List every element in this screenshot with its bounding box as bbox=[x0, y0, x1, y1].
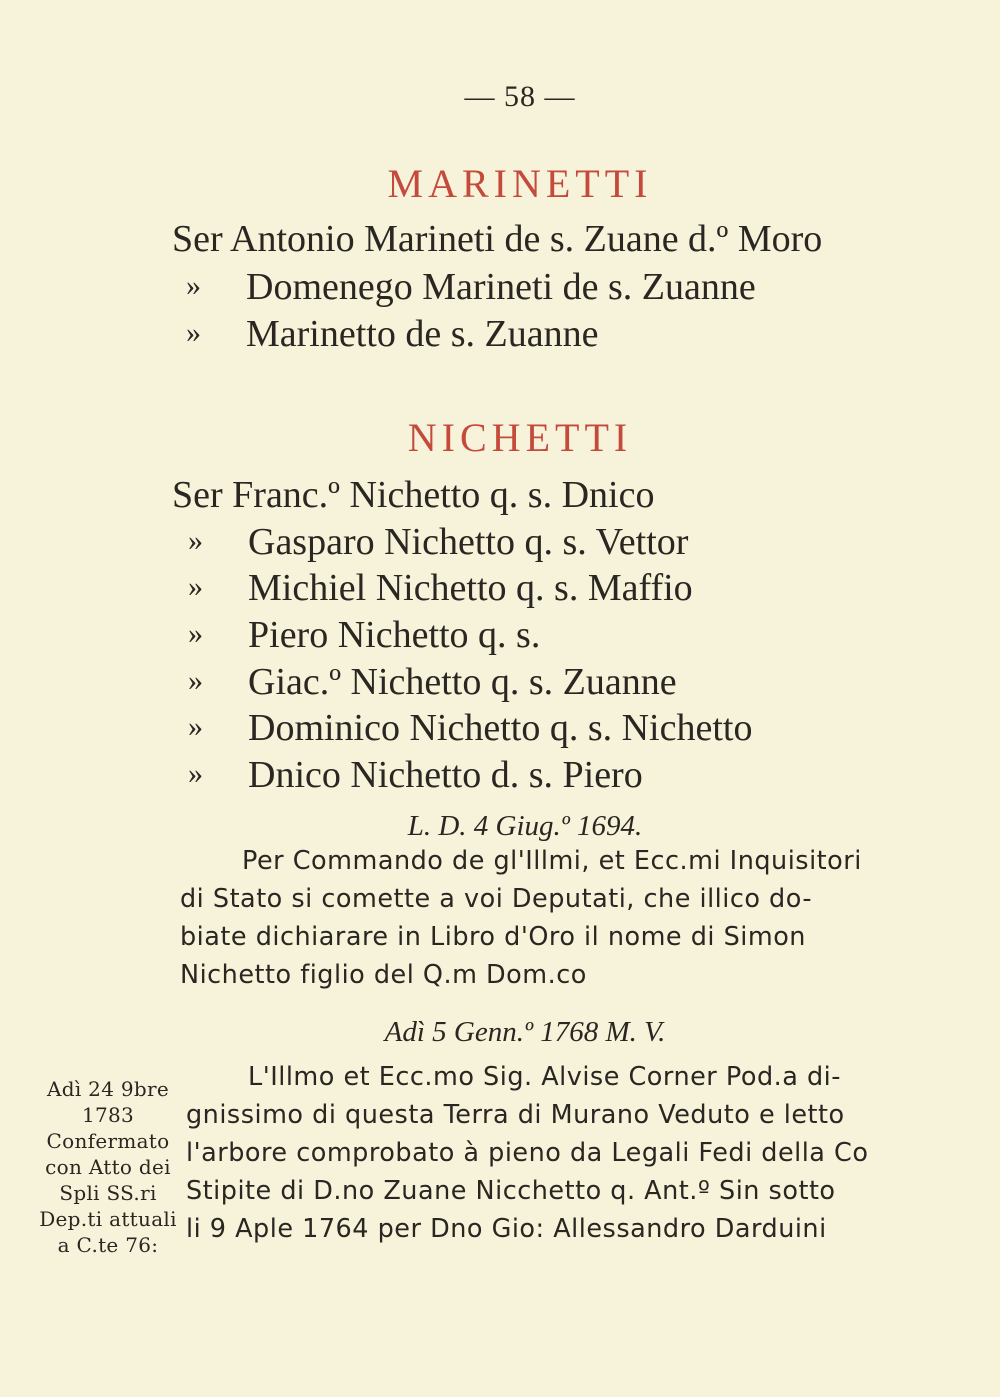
entry-row bbox=[188, 663, 677, 701]
page-number: — 58 — bbox=[464, 80, 576, 113]
entry-text: Domenego Marineti de s. Zuanne bbox=[246, 266, 756, 308]
margin-note-line: Spli SS.ri bbox=[59, 1181, 157, 1205]
ditto-mark: » bbox=[186, 316, 201, 349]
entry-row bbox=[188, 569, 693, 607]
margin-note-line: a C.te 76: bbox=[57, 1233, 159, 1257]
margin-note-line: Dep.ti attuali bbox=[39, 1207, 177, 1231]
entry-text: Ser Antonio Marineti de s. Zuane d.º Moro bbox=[172, 218, 823, 260]
ditto-mark: » bbox=[188, 524, 203, 557]
document-line: L'Illmo et Ecc.mo Sig. Alvise Corner Pod.a di- bbox=[248, 1062, 841, 1092]
entry-row bbox=[172, 476, 654, 514]
margin-note-line: 1783 bbox=[81, 1103, 135, 1127]
entry-text: Michiel Nichetto q. s. Maffio bbox=[248, 567, 693, 609]
document-line: Nichetto figlio del Q.m Dom.co bbox=[180, 960, 587, 990]
entry-row bbox=[188, 523, 688, 561]
document-date: Adì 5 Genn.º 1768 M. V. bbox=[384, 1016, 666, 1048]
entry-row bbox=[186, 268, 756, 306]
document-body bbox=[180, 842, 878, 994]
entry-row bbox=[188, 709, 752, 747]
entry-row bbox=[188, 616, 540, 654]
margin-note-line: con Atto dei bbox=[45, 1155, 171, 1179]
ditto-mark: » bbox=[188, 664, 203, 697]
entry-text: Piero Nichetto q. s. bbox=[248, 614, 541, 656]
section-heading-nichetti: NICHETTI bbox=[407, 415, 633, 460]
margin-note-line: Confermato bbox=[46, 1129, 170, 1153]
document-body bbox=[186, 1058, 884, 1248]
document-line: l'arbore comprobato à pieno da Legali Fedi della Co bbox=[186, 1138, 869, 1168]
section-heading-marinetti: MARINETTI bbox=[387, 161, 653, 206]
document-line: gnissimo di questa Terra di Murano Veduto e letto bbox=[186, 1100, 845, 1130]
margin-note bbox=[38, 1076, 178, 1258]
entry-text: Dnico Nichetto d. s. Piero bbox=[248, 754, 643, 796]
document-date: L. D. 4 Giug.º 1694. bbox=[407, 810, 643, 842]
document-line: li 9 Aple 1764 per Dno Gio: Allessandro Darduini bbox=[186, 1214, 827, 1244]
entry-text: Ser Franc.º Nichetto q. s. Dnico bbox=[172, 474, 655, 516]
document-line: di Stato si comette a voi Deputati, che illico do- bbox=[180, 884, 813, 914]
entry-text: Giac.º Nichetto q. s. Zuanne bbox=[248, 661, 677, 703]
ditto-mark: » bbox=[188, 710, 203, 743]
ditto-mark: » bbox=[188, 570, 203, 603]
document-line: biate dichiarare in Libro d'Oro il nome di Simon bbox=[180, 922, 806, 952]
entry-row bbox=[186, 315, 598, 353]
ditto-mark: » bbox=[186, 269, 201, 302]
entry-text: Dominico Nichetto q. s. Nichetto bbox=[248, 707, 753, 749]
entry-row bbox=[188, 756, 643, 794]
ditto-mark: » bbox=[188, 617, 203, 650]
margin-note-line: Adì 24 9bre bbox=[46, 1077, 170, 1101]
entry-row bbox=[172, 220, 822, 258]
ditto-mark: » bbox=[188, 757, 203, 790]
entry-text: Marinetto de s. Zuanne bbox=[246, 313, 599, 355]
document-line: Per Commando de gl'Illmi, et Ecc.mi Inquisitori bbox=[242, 846, 862, 876]
document-line: Stipite di D.no Zuane Nicchetto q. Ant.º Sin sotto bbox=[186, 1176, 836, 1206]
entry-text: Gasparo Nichetto q. s. Vettor bbox=[248, 521, 689, 563]
